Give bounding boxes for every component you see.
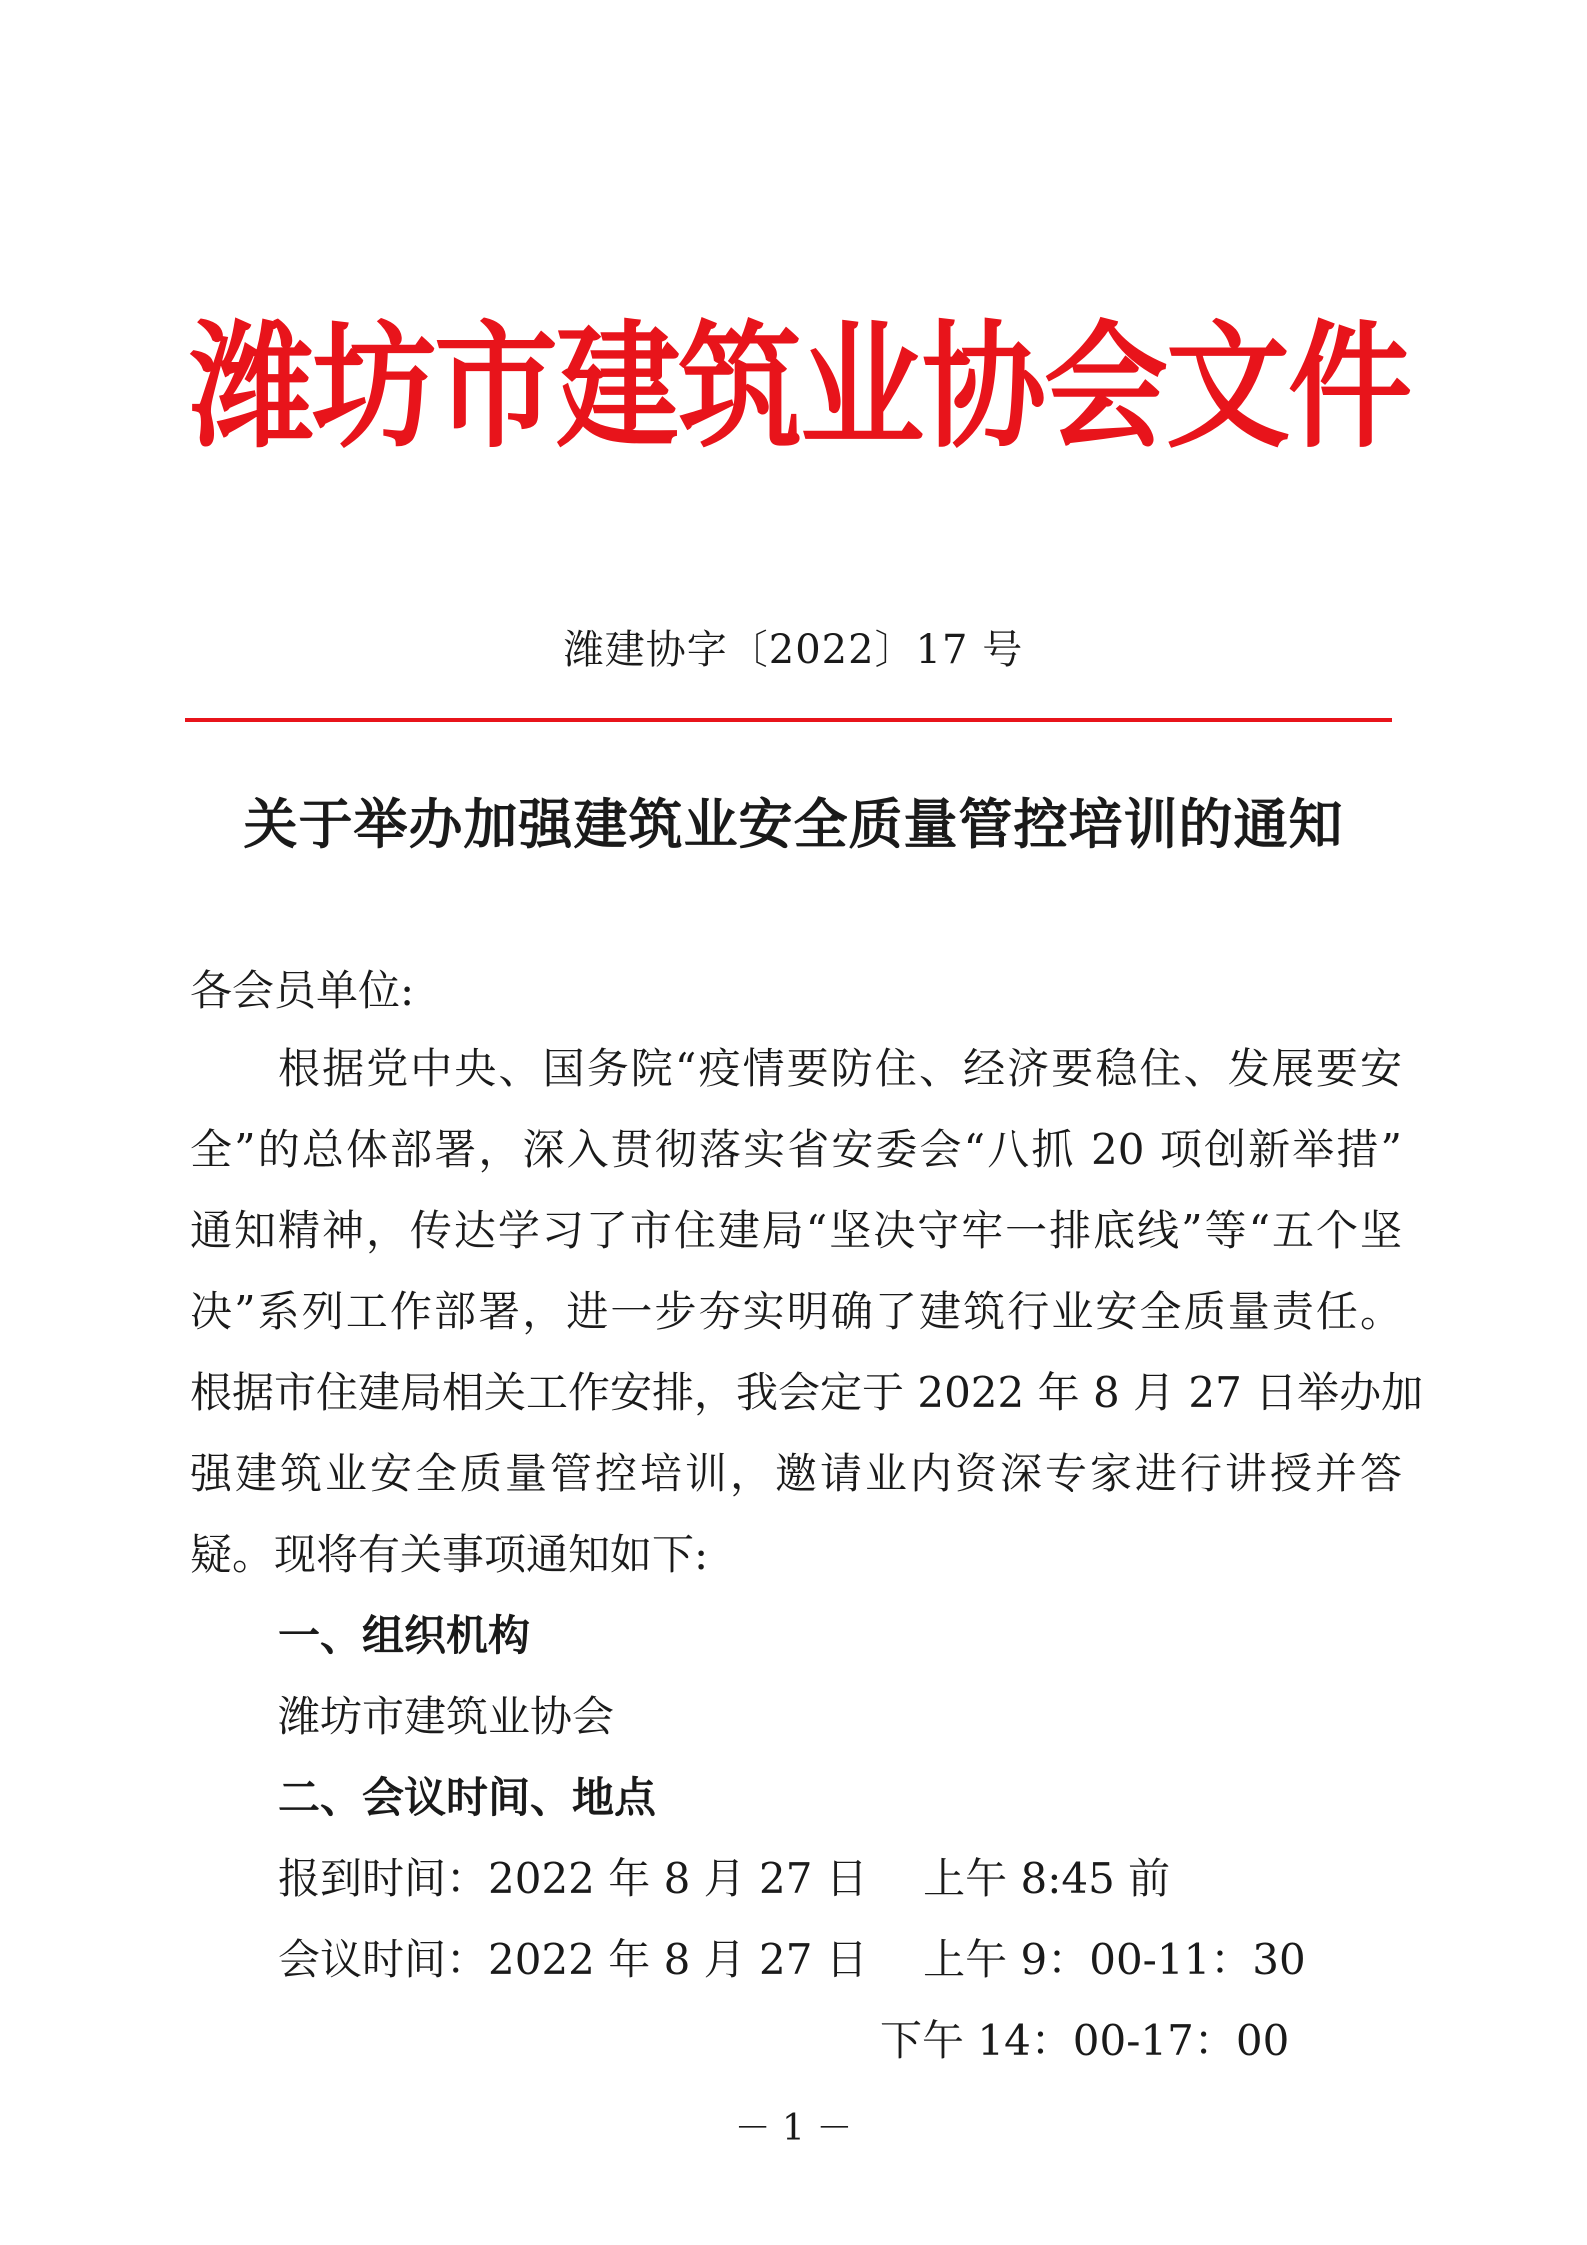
paragraph-line: 全”的总体部署，深入贯彻落实省安委会“八抓 20 项创新举措” <box>190 1125 1402 1174</box>
paragraph-line: 决”系列工作部署，进一步夯实明确了建筑行业安全质量责任。 <box>190 1287 1402 1336</box>
paragraph-line: 疑。现将有关事项通知如下: <box>190 1530 709 1579</box>
paragraph-line: 根据市住建局相关工作安排，我会定于 2022 年 8 月 27 日举办加 <box>190 1368 1424 1417</box>
registration-time: 报到时间：2022 年 8 月 27 日 上午 8:45 前 <box>278 1854 1171 1903</box>
paragraph-line: 通知精神，传达学习了市住建局“坚决守牢一排底线”等“五个坚 <box>190 1206 1402 1255</box>
document-masthead: 潍坊市建筑业协会文件 <box>190 308 1411 468</box>
meeting-time: 会议时间：2022 年 8 月 27 日 上午 9：00-11：30 <box>278 1935 1306 1984</box>
red-divider-line <box>185 718 1392 722</box>
salutation: 各会员单位: <box>190 966 415 1015</box>
document-number: 潍建协字〔2022〕17 号 <box>563 627 1024 673</box>
organization-name: 潍坊市建筑业协会 <box>278 1692 615 1741</box>
paragraph-line: 根据党中央、国务院“疫情要防住、经济要稳住、发展要安 <box>278 1044 1402 1093</box>
section-heading-organization: 一、组织机构 <box>278 1611 531 1660</box>
paragraph-line: 强建筑业安全质量管控培训，邀请业内资深专家进行讲授并答 <box>190 1449 1402 1498</box>
meeting-time-afternoon: 下午 14：00-17：00 <box>880 2016 1290 2065</box>
section-heading-time-location: 二、会议时间、地点 <box>278 1773 657 1822</box>
document-title: 关于举办加强建筑业安全质量管控培训的通知 <box>243 792 1344 856</box>
page-number: － 1 － <box>734 2108 853 2149</box>
